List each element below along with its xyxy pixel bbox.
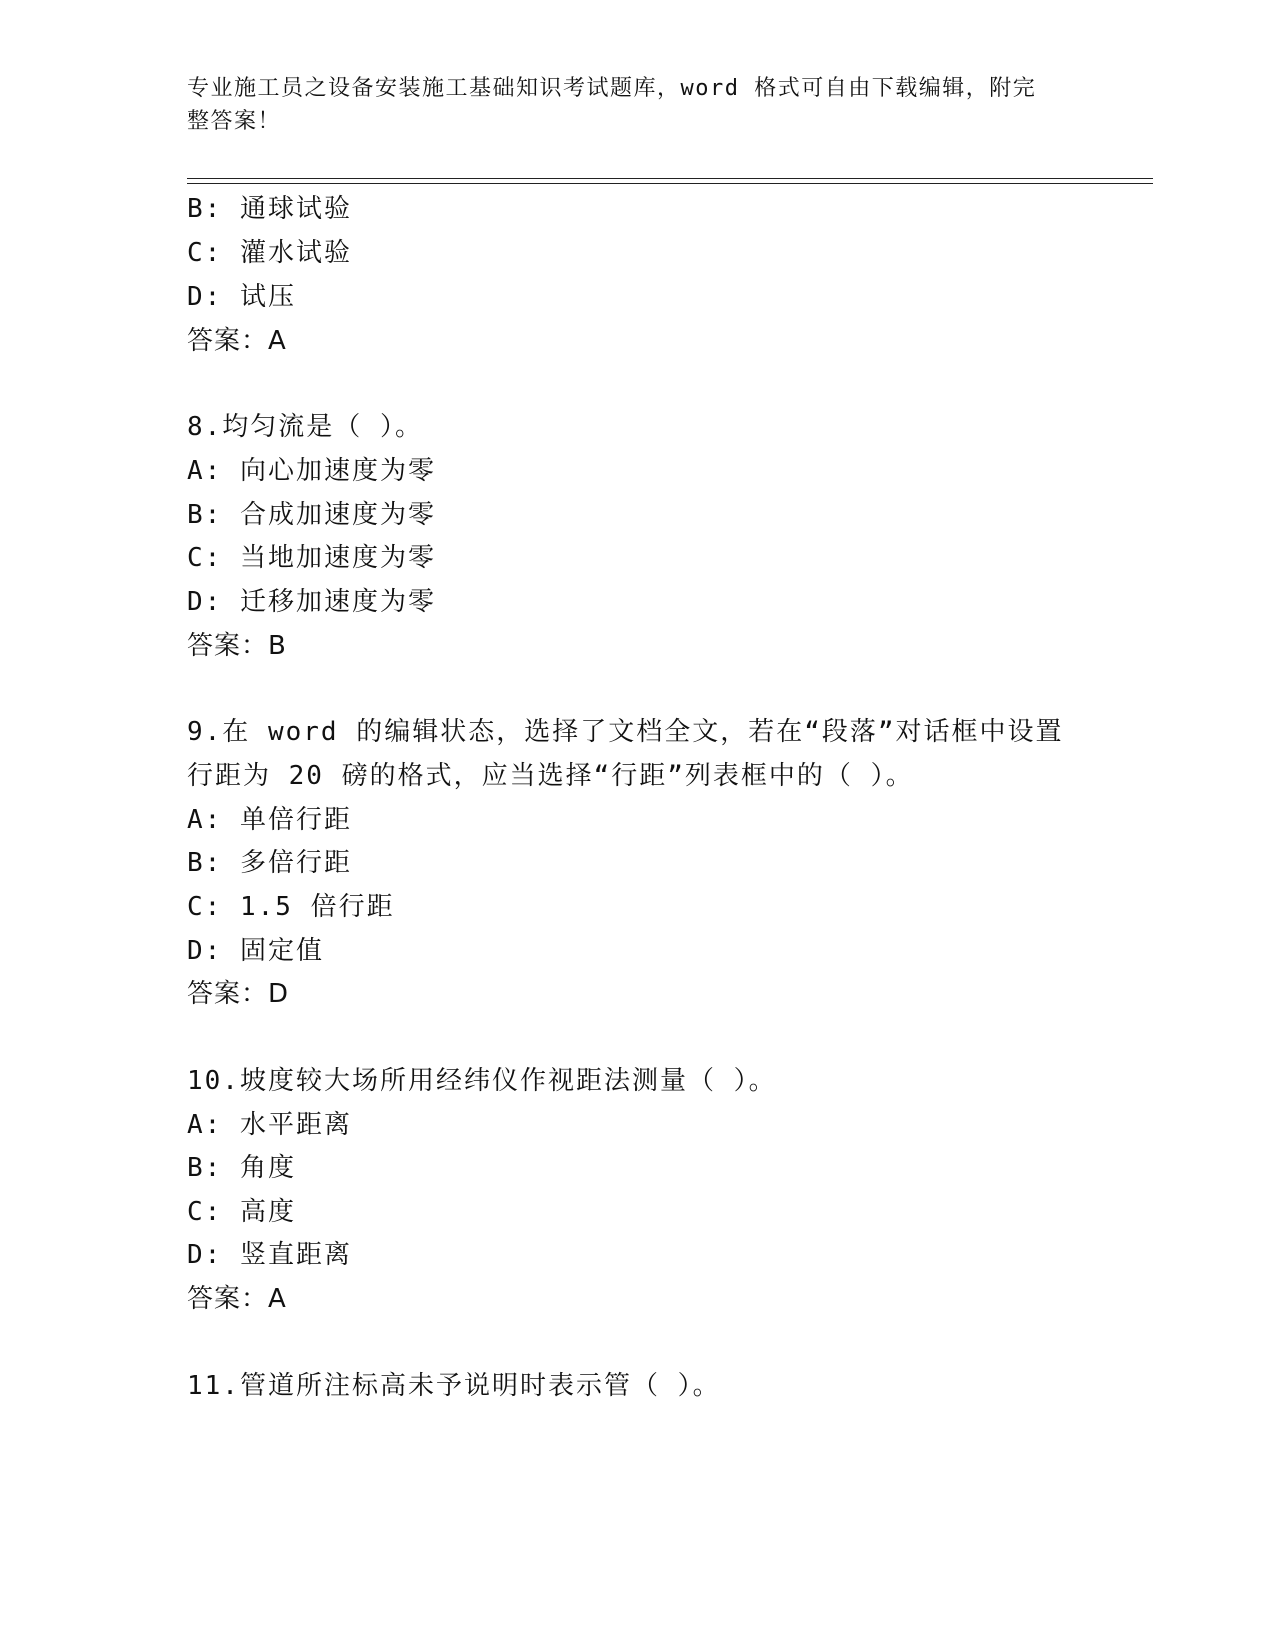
q8-option-d: D: 迁移加速度为零 [187,587,436,617]
q7-option-b: B: 通球试验 [187,194,352,224]
q7-option-c: C: 灌水试验 [187,238,352,268]
q7-answer: 答案：A [187,326,287,356]
q10-option-b: B: 角度 [187,1153,296,1183]
q8-option-b: B: 合成加速度为零 [187,500,436,530]
q9-answer: 答案：D [187,979,290,1009]
q10-option-a: A: 水平距离 [187,1110,352,1140]
header-divider-bottom [187,183,1153,184]
header-line-1: 专业施工员之设备安装施工基础知识考试题库，word 格式可自由下载编辑，附完 [187,76,1037,101]
q9-option-c: C: 1.5 倍行距 [187,892,395,922]
q9-stem-line-1: 9.在 word 的编辑状态，选择了文档全文，若在“段落”对话框中设置 [187,717,1064,747]
q9-option-d: D: 固定值 [187,936,324,966]
q8-stem: 8.均匀流是（ ）。 [187,412,423,442]
header-line-2: 整答案！ [187,109,282,134]
q8-option-c: C: 当地加速度为零 [187,543,436,573]
q8-answer: 答案：B [187,631,287,661]
q9-option-a: A: 单倍行距 [187,805,352,835]
q7-option-d: D: 试压 [187,282,296,312]
q10-stem: 10.坡度较大场所用经纬仪作视距法测量（ ）。 [187,1066,777,1096]
q10-answer: 答案：A [187,1284,287,1314]
header-divider-top [187,178,1153,179]
q9-option-b: B: 多倍行距 [187,848,352,878]
document-header [187,72,1067,138]
q8-option-a: A: 向心加速度为零 [187,456,436,486]
q9-stem-line-2: 行距为 20 磅的格式，应当选择“行距”列表框中的（ ）。 [187,761,914,791]
q10-option-c: C: 高度 [187,1197,296,1227]
q11-stem: 11.管道所注标高未予说明时表示管（ ）。 [187,1371,721,1401]
q10-option-d: D: 竖直距离 [187,1240,352,1270]
